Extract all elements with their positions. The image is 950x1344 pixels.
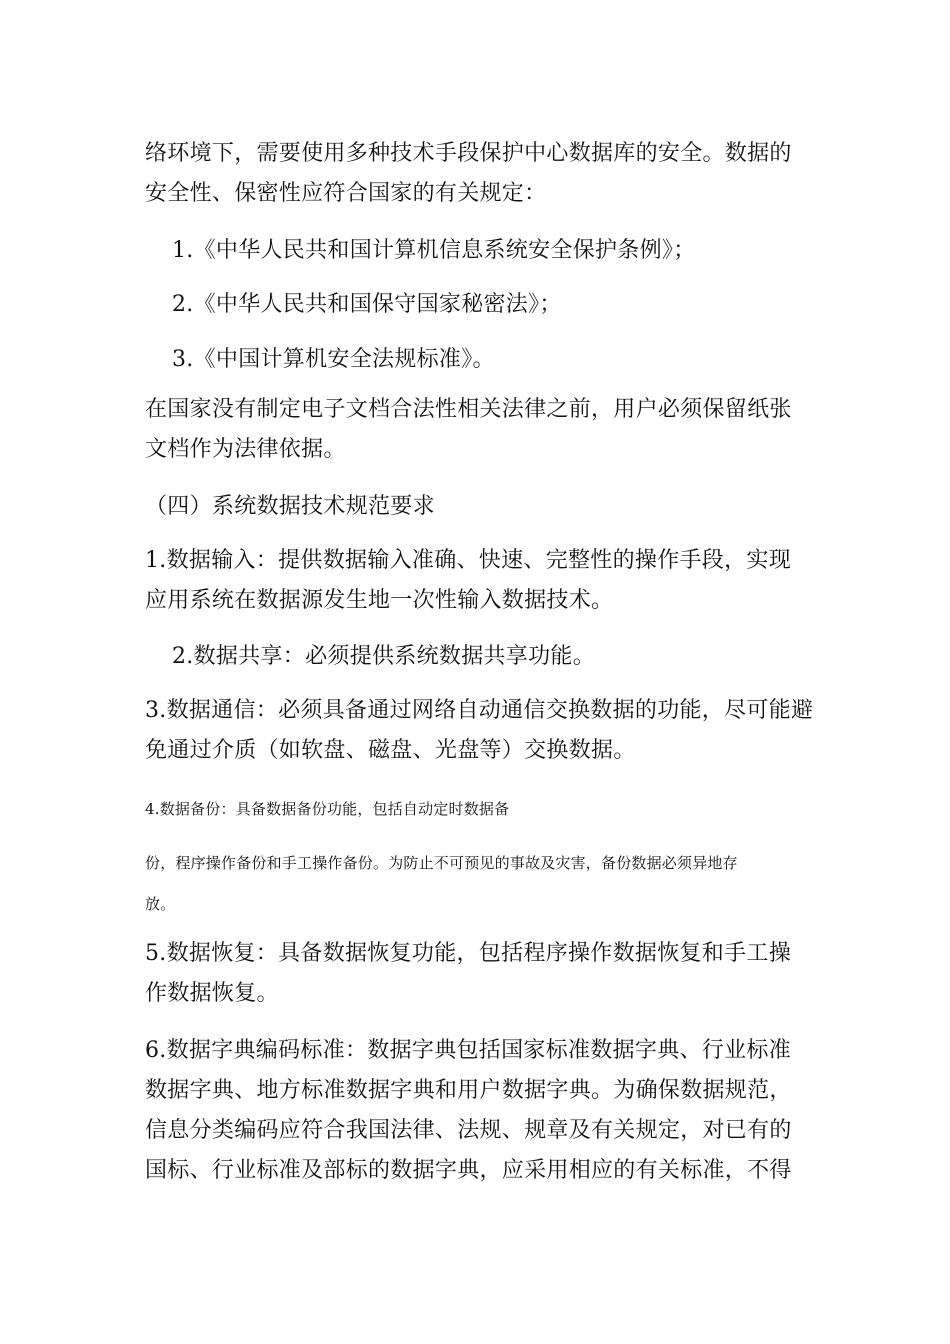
item-data-sharing: 2.数据共享：必须提供系统数据共享功能。 bbox=[172, 644, 595, 669]
item-data-communication-line-1: 3.数据通信：必须具备通过网络自动通信交换数据的功能，尽可能避 bbox=[145, 698, 814, 723]
intro-line-2: 安全性、保密性应符合国家的有关规定： bbox=[145, 181, 547, 206]
item-data-recovery-line-2: 作数据恢复。 bbox=[145, 981, 279, 1006]
item-data-communication-line-2: 免通过介质（如软盘、磁盘、光盘等）交换数据。 bbox=[145, 738, 636, 763]
item-data-input-line-2: 应用系统在数据源发生地一次性输入数据技术。 bbox=[145, 588, 614, 613]
regulation-item-3: 3.《中国计算机安全法规标准》。 bbox=[172, 347, 495, 372]
item-data-dictionary-line-1: 6.数据字典编码标准：数据字典包括国家标准数据字典、行业标准 bbox=[145, 1038, 791, 1063]
legal-note-line-1: 在国家没有制定电子文档合法性相关法律之前，用户必须保留纸张 bbox=[145, 397, 792, 422]
item-data-backup-line-1: 4.数据备份：具备数据备份功能，包括自动定时数据备 bbox=[145, 800, 510, 818]
legal-note-line-2: 文档作为法律依据。 bbox=[145, 437, 346, 462]
item-data-input bbox=[145, 541, 815, 621]
item-data-dictionary-line-3: 信息分类编码应符合我国法律、法规、规章及有关规定，对已有的 bbox=[145, 1118, 792, 1143]
item-data-dictionary-line-4: 国标、行业标准及部标的数据字典，应采用相应的有关标准，不得 bbox=[145, 1158, 792, 1183]
regulation-item-1: 1.《中华人民共和国计算机信息系统安全保护条例》； bbox=[172, 238, 696, 263]
legal-note-paragraph bbox=[145, 390, 815, 470]
intro-line-1: 络环境下，需要使用多种技术手段保护中心数据库的安全。数据的 bbox=[145, 141, 792, 166]
item-data-communication bbox=[145, 691, 815, 771]
item-data-recovery-line-1: 5.数据恢复：具备数据恢复功能，包括程序操作数据恢复和手工操 bbox=[145, 941, 791, 966]
item-data-input-line-1: 1.数据输入：提供数据输入准确、快速、完整性的操作手段，实现 bbox=[145, 548, 791, 573]
section-heading: （四）系统数据技术规范要求 bbox=[145, 494, 435, 519]
item-data-dictionary-line-2: 数据字典、地方标准数据字典和用户数据字典。为确保数据规范， bbox=[145, 1078, 792, 1103]
item-data-recovery bbox=[145, 934, 815, 1014]
item-data-backup-line-2: 份，程序操作备份和手工操作备份。为防止不可预见的事故及灾害，备份数据必须异地存 bbox=[145, 854, 738, 872]
item-data-dictionary bbox=[145, 1031, 815, 1191]
item-data-backup-line-3: 放。 bbox=[145, 895, 176, 913]
intro-paragraph bbox=[145, 134, 815, 214]
regulation-item-2: 2.《中华人民共和国保守国家秘密法》； bbox=[172, 292, 562, 317]
